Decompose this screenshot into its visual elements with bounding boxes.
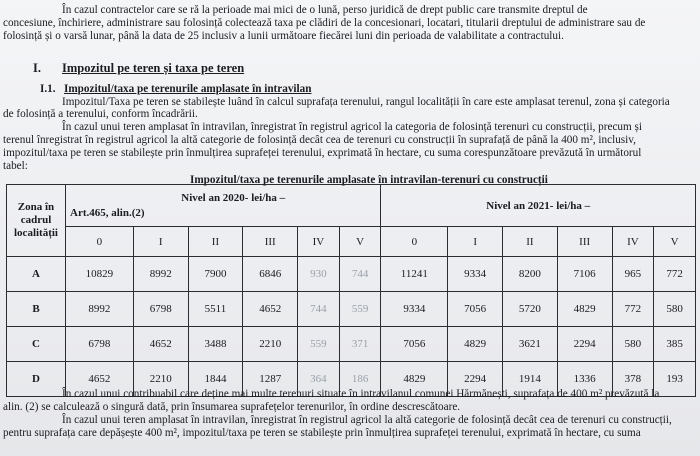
value-cell-y2020-1: 8992	[133, 257, 188, 292]
value-cell-y2021-4: 378	[612, 362, 654, 397]
column-header-row	[7, 227, 696, 257]
zone-header-line-3: localității	[14, 227, 58, 239]
column-header-2020-4: IV	[298, 227, 340, 257]
zone-cell: D	[7, 362, 66, 397]
value-cell-y2020-0: 8992	[66, 292, 134, 327]
value-cell-y2020-1: 4652	[133, 327, 188, 362]
value-cell-y2021-1: 7056	[448, 292, 503, 327]
table-row	[7, 257, 696, 292]
value-cell-y2020-2: 3488	[188, 327, 243, 362]
value-cell-y2021-4: 580	[612, 327, 654, 362]
zone-cell: B	[7, 292, 66, 327]
paragraph-1-line-2: de folosință a terenului, conform încadrării.	[3, 108, 198, 120]
value-cell-y2020-3: 1287	[243, 362, 298, 397]
paragraph-4-line-2: pentru suprafața care depășește 400 m², impozitul/taxa pe teren se stabilește prin înmulțirea suprafeței terenului, exprimată în hectare, cu suma	[3, 427, 641, 439]
column-header-2020-0: 0	[66, 227, 134, 257]
column-header-2021-1: I	[448, 227, 503, 257]
value-cell-y2020-0: 6798	[66, 327, 134, 362]
tax-table	[6, 184, 696, 397]
value-cell-y2021-2: 5720	[503, 292, 558, 327]
value-cell-y2020-3: 6846	[243, 257, 298, 292]
value-cell-y2021-3: 4829	[557, 292, 612, 327]
zone-cell: A	[7, 257, 66, 292]
value-cell-y2021-0: 11241	[381, 257, 448, 292]
level-2021-label: Nivel an 2021- lei/ha –	[486, 199, 591, 212]
value-cell-y2021-0: 4829	[381, 362, 448, 397]
value-cell-y2020-5: 559	[339, 292, 381, 327]
column-header-2021-4: IV	[612, 227, 654, 257]
level-2020-label: Nivel an 2020- lei/ha –	[181, 191, 286, 204]
value-cell-y2020-0: 4652	[66, 362, 134, 397]
value-cell-y2021-2: 3621	[503, 327, 558, 362]
value-cell-y2020-0: 10829	[66, 257, 134, 292]
value-cell-y2020-4: 930	[298, 257, 340, 292]
zone-header	[7, 185, 66, 257]
table-caption: Impozitul/taxa pe terenurile amplasate în intravilan-terenuri cu construcții	[190, 174, 548, 186]
table-row	[7, 292, 696, 327]
value-cell-y2020-2: 5511	[188, 292, 243, 327]
value-cell-y2020-5: 744	[339, 257, 381, 292]
value-cell-y2021-5: 772	[654, 257, 696, 292]
value-cell-y2021-3: 7106	[557, 257, 612, 292]
value-cell-y2021-0: 7056	[381, 327, 448, 362]
column-header-2021-0: 0	[381, 227, 448, 257]
value-cell-y2020-3: 4652	[243, 292, 298, 327]
section-title: Impozitul pe teren și taxa pe teren	[62, 61, 245, 75]
value-cell-y2020-4: 559	[298, 327, 340, 362]
column-header-2020-1: I	[133, 227, 188, 257]
paragraph-2-line-4: tabel:	[3, 160, 28, 172]
value-cell-y2020-5: 371	[339, 327, 381, 362]
value-cell-y2021-2: 8200	[503, 257, 558, 292]
value-cell-y2021-4: 965	[612, 257, 654, 292]
intro-line-3: folosință și o varsă lunar, până la data de 25 inclusiv a lunii următoare fiecărei luni din perioada de valabilitate a contractului.	[3, 30, 564, 42]
value-cell-y2021-5: 385	[654, 327, 696, 362]
subsection-number: I.1.	[40, 83, 56, 95]
value-cell-y2020-2: 1844	[188, 362, 243, 397]
column-header-2020-3: III	[243, 227, 298, 257]
value-cell-y2020-4: 744	[298, 292, 340, 327]
value-cell-y2020-4: 364	[298, 362, 340, 397]
intro-line-2: concesiune, închiriere, administrare sau folosință colectează taxa pe clădiri de la concesionari, locatari, titularii dreptului de administrare sau de	[3, 17, 646, 29]
value-cell-y2020-5: 186	[339, 362, 381, 397]
intro-line-1: În cazul contractelor care se ră la perioade mai mici de o lună, perso juridică de drept public care transmite dreptul de	[62, 4, 588, 16]
level-2021-header	[381, 185, 696, 227]
column-header-2020-5: V	[339, 227, 381, 257]
value-cell-y2021-3: 1336	[557, 362, 612, 397]
paragraph-1-line-1: Impozitul/Taxa pe teren se stabilește luând în calcul suprafața terenului, rangul localității în care este amplasat terenul, zona și categoria	[62, 96, 670, 108]
value-cell-y2021-5: 580	[654, 292, 696, 327]
zone-header-line-1: Zona în	[17, 201, 55, 213]
table-row	[7, 327, 696, 362]
zone-header-line-2: cadrul	[20, 214, 52, 226]
column-header-2021-3: III	[557, 227, 612, 257]
value-cell-y2020-1: 2210	[133, 362, 188, 397]
section-number: I.	[33, 61, 41, 75]
paragraph-2-line-2: terenul înregistrat în registrul agricol la altă categorie de folosință decât cea de terenuri cu construcții în suprafață de până la 400 m², inclusiv,	[3, 134, 636, 146]
subsection-title: Impozitul/taxa pe terenurile amplasate în intravilan	[64, 83, 312, 95]
paragraph-3-line-1: În cazul unui contribuabil care deține mai multe terenuri situate în intravilanul comunei Hărmănești, suprafața de 400 m² prevăzută la	[62, 388, 660, 400]
value-cell-y2021-3: 2294	[557, 327, 612, 362]
zone-cell: C	[7, 327, 66, 362]
value-cell-y2020-2: 7900	[188, 257, 243, 292]
value-cell-y2020-1: 6798	[133, 292, 188, 327]
paragraph-2-line-3: impozitul/taxa pe teren se stabilește prin înmulțirea suprafeței terenului, exprimată în hectare, cu suma corespunzătoare prevăzută în următorul	[3, 147, 642, 159]
value-cell-y2021-1: 9334	[448, 257, 503, 292]
column-header-2021-5: V	[654, 227, 696, 257]
column-header-2020-2: II	[188, 227, 243, 257]
column-header-2021-2: II	[503, 227, 558, 257]
paragraph-2-line-1: În cazul unui teren amplasat în intravilan, înregistrat în registrul agricol la categoria de folosință terenuri cu construcții, precum și	[62, 121, 642, 133]
value-cell-y2021-0: 9334	[381, 292, 448, 327]
paragraph-4-line-1: În cazul unui teren amplasat în intravilan, înregistrat în registrul agricol la altă categorie de folosință decât cea de terenuri cu construcții,	[62, 414, 672, 426]
paragraph-3-line-2: alin. (2) se calculează o singură dată, prin însumarea suprafețelor terenurilor, în ordine descrescătoare.	[3, 401, 461, 413]
value-cell-y2021-1: 2294	[448, 362, 503, 397]
value-cell-y2021-5: 193	[654, 362, 696, 397]
value-cell-y2021-1: 4829	[448, 327, 503, 362]
value-cell-y2021-2: 1914	[503, 362, 558, 397]
value-cell-y2020-3: 2210	[243, 327, 298, 362]
value-cell-y2021-4: 772	[612, 292, 654, 327]
article-label: Art.465, alin.(2)	[70, 207, 145, 219]
level-2020-header	[66, 185, 381, 227]
